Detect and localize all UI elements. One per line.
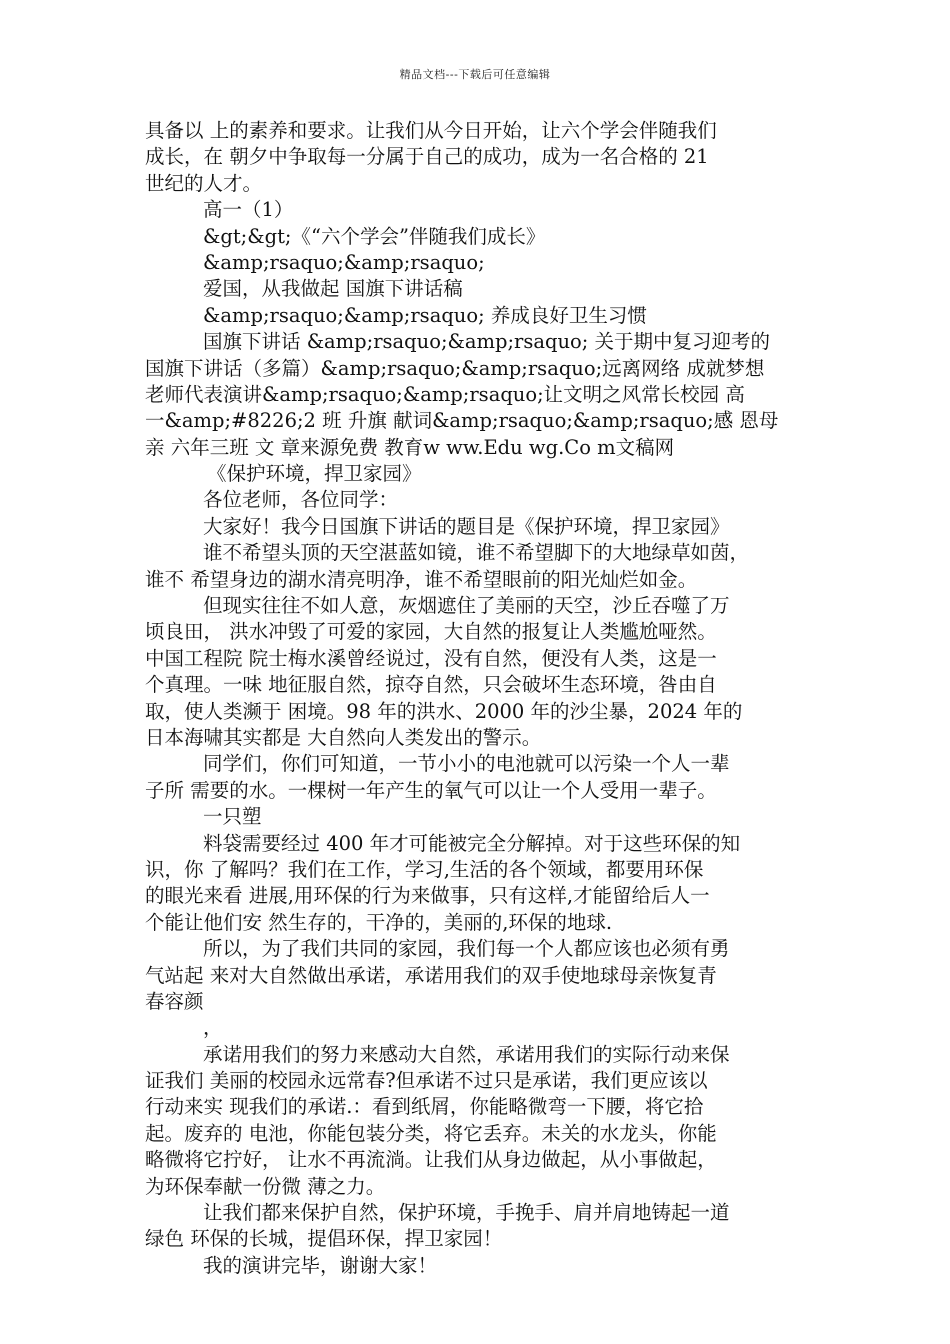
text-line: 料袋需要经过 400 年才可能被完全分解掉。对于这些环保的知 [203,831,741,855]
text-line: 一只塑 [203,805,262,829]
text-line: 日本海啸其实都是 大自然向人类发出的警示。 [145,725,542,749]
text-line: 气站起 来对大自然做出承诺，承诺用我们的双手使地球母亲恢复青 [145,963,717,987]
text-line: 证我们 美丽的校园永远常春?但承诺不过只是承诺，我们更应该以 [145,1069,708,1093]
text-line: 同学们，你们可知道，一节小小的电池就可以污染一个人一辈 [203,752,730,776]
text-line: 顷良田， 洪水冲毁了可爱的家园，大自然的报复让人类尴尬哑然。 [145,620,717,644]
text-line: 子所 需要的水。一棵树一年产生的氧气可以让一个人受用一辈子。 [145,778,717,802]
text-line: &amp;rsaquo;&amp;rsaquo; 养成良好卫生习惯 [203,303,647,327]
page-header: 精品文档---下载后可任意编辑 [399,68,551,81]
text-line: 各位老师，各位同学： [203,488,399,512]
text-line: 识，你 了解吗？我们在工作，学习,生活的各个领域，都要用环保 [145,857,704,881]
text-line: 高一（1） [203,198,294,222]
text-line: 成长，在 朝夕中争取每一分属于自己的成功，成为一名合格的 21 [145,145,709,169]
text-line: 承诺用我们的努力来感动大自然，承诺用我们的实际行动来保 [203,1042,730,1066]
text-line: 老师代表演讲&amp;rsaquo;&amp;rsaquo;让文明之风常长校园 高 [145,382,745,406]
text-line: 的眼光来看 进展,用环保的行为来做事，只有这样,才能留给后人一 [145,884,710,908]
text-line: 绿色 环保的长城，提倡环保，捍卫家园！ [145,1227,503,1251]
text-line: 个真理。一味 地征服自然，掠夺自然，只会破坏生态环境，咎由自 [145,673,717,697]
text-line: 谁不希望头顶的天空湛蓝如镜，谁不希望脚下的大地绿草如茵， [203,541,750,565]
text-line: 取，使人类濒于 困境。98 年的洪水、2000 年的沙尘暴，2024 年的 [145,699,743,723]
text-line: 一&amp;#8226;2 班 升旗 献词&amp;rsaquo;&amp;rsaquo;感 恩母 [145,409,779,433]
text-line: 大家好！我今日国旗下讲话的题目是《保护环境，捍卫家园》 [203,514,730,538]
text-line: 国旗下讲话（多篇）&amp;rsaquo;&amp;rsaquo;远离网络 成就梦想 [145,356,765,380]
text-line: 为环保奉献一份微 薄之力。 [145,1174,386,1198]
text-line: ， [203,1016,223,1040]
text-line: 略微将它拧好， 让水不再流淌。让我们从身边做起，从小事做起， [145,1148,717,1172]
text-line: 个能让他们安 然生存的，干净的，美丽的,环保的地球. [145,910,613,934]
text-line: 我的演讲完毕，谢谢大家！ [203,1253,438,1277]
text-line: &gt;&gt;《“六个学会”伴随我们成长》 [203,224,546,248]
text-line: 中国工程院 院士梅水溪曾经说过，没有自然，便没有人类，这是一 [145,646,717,670]
text-line: 春容颜 [145,989,204,1013]
text-line: 具备以 上的素养和要求。让我们从今日开始，让六个学会伴随我们 [145,119,717,142]
text-line: 所以，为了我们共同的家园，我们每一个人都应该也必须有勇 [203,937,730,961]
text-line: 让我们都来保护自然，保护环境，手挽手、肩并肩地铸起一道 [203,1201,730,1225]
text-line: 国旗下讲话 &amp;rsaquo;&amp;rsaquo; 关于期中复习迎考的 [203,330,771,354]
text-line: 起。废弃的 电池，你能包装分类，将它丢弃。未关的水龙头，你能 [145,1121,717,1145]
text-line: 谁不 希望身边的湖水清亮明净，谁不希望眼前的阳光灿烂如金。 [145,567,698,591]
text-line: &amp;rsaquo;&amp;rsaquo; [203,250,485,274]
text-line: 行动来实 现我们的承诺.：看到纸屑，你能略微弯一下腰，将它拾 [145,1095,704,1119]
text-line: 但现实往往不如人意，灰烟遮住了美丽的天空，沙丘吞噬了万 [203,594,730,618]
text-line: 世纪的人才。 [145,171,263,195]
text-line: 《保护环境，捍卫家园》 [207,462,422,486]
document-body [145,118,810,1279]
text-line: 爱国，从我做起 国旗下讲话稿 [203,277,463,301]
text-line: 亲 六年三班 文 章来源免费 教育w ww.Edu wg.Co m文稿网 [145,435,675,459]
